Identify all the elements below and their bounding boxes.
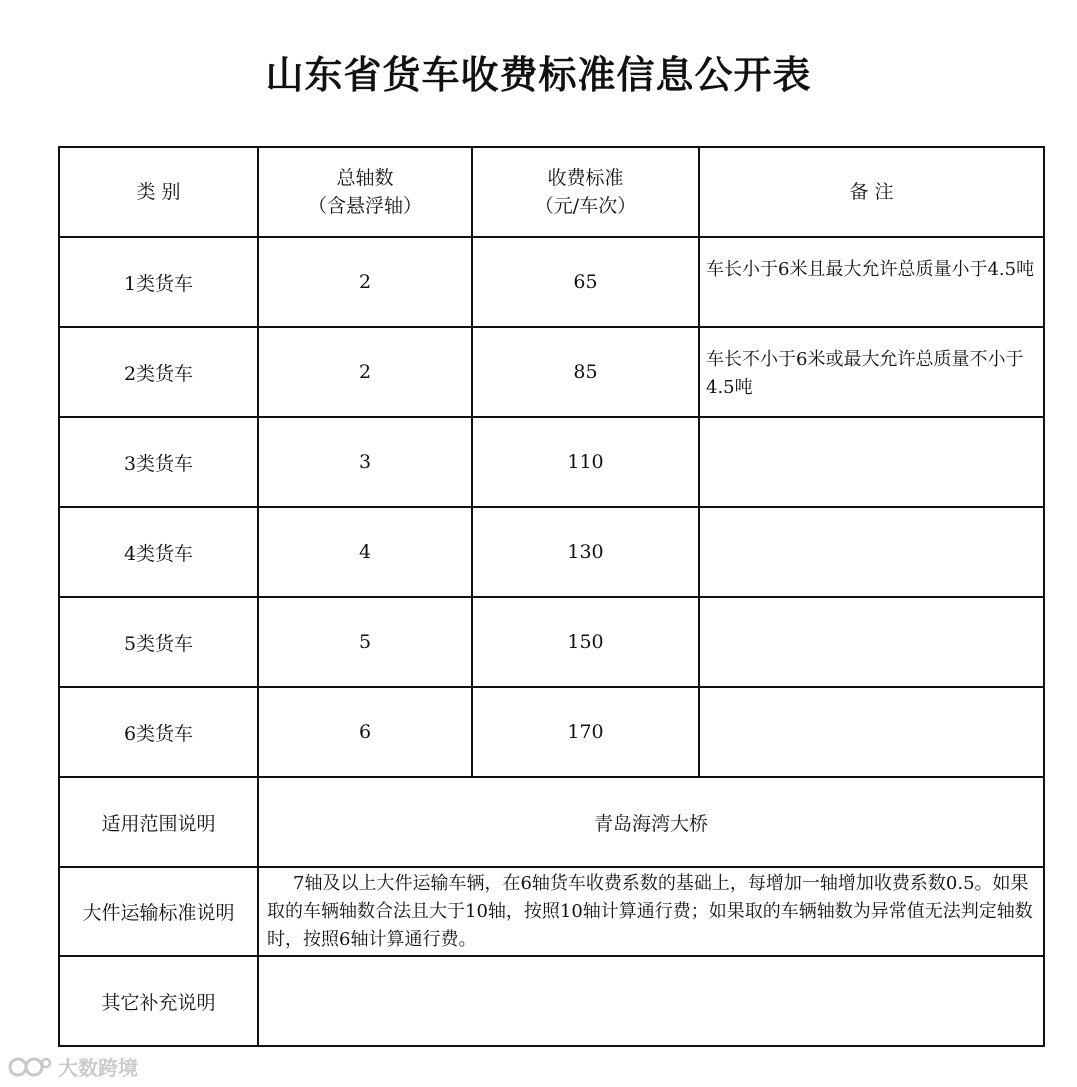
cell-axles: 3 <box>258 417 472 507</box>
scope-row <box>59 777 1044 867</box>
cell-axles: 5 <box>258 597 472 687</box>
toll-fee-table <box>58 146 1045 1047</box>
cell-category: 3类货车 <box>59 417 258 507</box>
cell-note <box>699 507 1044 597</box>
cell-category: 2类货车 <box>59 327 258 417</box>
watermark-logo-icon <box>8 1055 54 1079</box>
bulk-transport-row <box>59 867 1044 956</box>
page-title: 山东省货车收费标准信息公开表 <box>265 52 812 97</box>
header-category: 类 别 <box>59 147 258 237</box>
scope-label: 适用范围说明 <box>59 777 258 867</box>
cell-fee: 110 <box>472 417 699 507</box>
cell-fee: 170 <box>472 687 699 777</box>
cell-fee: 65 <box>472 237 699 327</box>
watermark-text: 大数跨境 <box>58 1056 138 1080</box>
table-row <box>59 687 1044 777</box>
table-row <box>59 507 1044 597</box>
table-row <box>59 597 1044 687</box>
cell-axles: 2 <box>258 327 472 417</box>
cell-note <box>699 597 1044 687</box>
header-axles <box>258 147 472 237</box>
bulk-label: 大件运输标准说明 <box>59 867 258 956</box>
cell-note: 车长不小于6米或最大允许总质量不小于4.5吨 <box>699 327 1044 417</box>
cell-category: 1类货车 <box>59 237 258 327</box>
other-notes-row <box>59 956 1044 1046</box>
table-row <box>59 237 1044 327</box>
cell-note <box>699 417 1044 507</box>
cell-fee: 85 <box>472 327 699 417</box>
watermark <box>8 1052 138 1081</box>
cell-axles: 6 <box>258 687 472 777</box>
table-row <box>59 327 1044 417</box>
header-fee-line1: 收费标准 <box>547 167 624 189</box>
other-label: 其它补充说明 <box>59 956 258 1046</box>
header-fee <box>472 147 699 237</box>
other-value <box>258 956 1044 1046</box>
header-axles-line2: （含悬浮轴） <box>307 195 422 217</box>
cell-category: 4类货车 <box>59 507 258 597</box>
cell-category: 5类货车 <box>59 597 258 687</box>
cell-axles: 2 <box>258 237 472 327</box>
header-axles-line1: 总轴数 <box>336 167 394 189</box>
table-header-row <box>59 147 1044 237</box>
scope-value: 青岛海湾大桥 <box>258 777 1044 867</box>
table-row <box>59 417 1044 507</box>
header-note: 备 注 <box>699 147 1044 237</box>
header-fee-line2: （元/车次） <box>534 195 637 217</box>
cell-note: 车长小于6米且最大允许总质量小于4.5吨 <box>699 237 1044 327</box>
bulk-value: 7轴及以上大件运输车辆，在6轴货车收费系数的基础上，每增加一轴增加收费系数0.5。如果取的车辆轴数合法且大于10轴，按照10轴计算通行费；如果取的车辆轴数为异常值无法判定轴数时，按照6轴计算通行费。 <box>258 867 1044 956</box>
cell-fee: 150 <box>472 597 699 687</box>
cell-category: 6类货车 <box>59 687 258 777</box>
cell-fee: 130 <box>472 507 699 597</box>
cell-axles: 4 <box>258 507 472 597</box>
cell-note <box>699 687 1044 777</box>
